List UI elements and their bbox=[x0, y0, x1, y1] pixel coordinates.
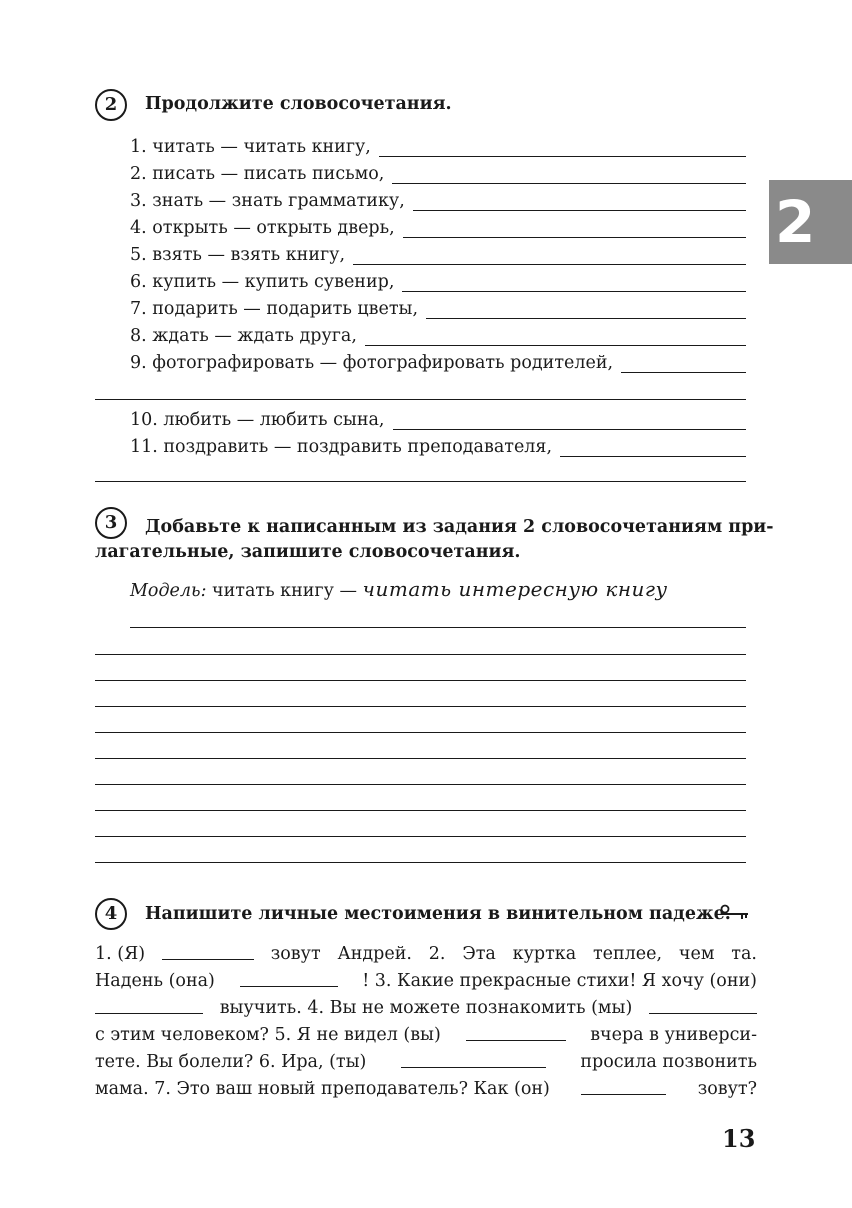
answer-blank[interactable] bbox=[466, 1022, 566, 1041]
answer-blank[interactable] bbox=[413, 192, 746, 211]
paragraph-text: теплее, bbox=[592, 944, 663, 964]
paragraph-text: мама. 7. Это ваш новый преподаватель? Как (он) bbox=[95, 1079, 550, 1099]
answer-blank[interactable] bbox=[581, 1076, 666, 1095]
paragraph-text: вчера в универси- bbox=[590, 1025, 757, 1045]
paragraph-line bbox=[95, 995, 757, 1022]
exercise-item-text: 5. взять — взять книгу, bbox=[130, 245, 346, 265]
exercise-item-text: 10. любить — любить сына, bbox=[130, 410, 385, 430]
answer-blank[interactable] bbox=[162, 941, 254, 960]
answer-blank[interactable] bbox=[240, 968, 338, 987]
model-label: Модель: bbox=[130, 581, 207, 601]
answer-blank[interactable] bbox=[426, 300, 746, 319]
paragraph-line bbox=[95, 1022, 757, 1049]
exercise-item-text: 4. открыть — открыть дверь, bbox=[130, 218, 395, 238]
paragraph-text: зовут? bbox=[697, 1079, 757, 1099]
page-number: 13 bbox=[722, 1124, 756, 1153]
paragraph-line bbox=[95, 968, 757, 995]
paragraph-text: чем bbox=[678, 944, 715, 964]
paragraph-text: та. bbox=[731, 944, 757, 964]
exercise-item bbox=[130, 320, 746, 346]
task-number-circle: 2 bbox=[95, 89, 127, 121]
exercise-item-text: 11. поздравить — поздравить преподавателя, bbox=[130, 437, 553, 457]
answer-line[interactable] bbox=[95, 732, 746, 733]
answer-blank[interactable] bbox=[392, 165, 746, 184]
answer-line bbox=[95, 481, 746, 482]
exercise-item-text: 8. ждать — ждать друга, bbox=[130, 326, 357, 346]
answer-blank[interactable] bbox=[365, 327, 746, 346]
paragraph-text: куртка bbox=[512, 944, 577, 964]
exercise-item bbox=[130, 212, 746, 238]
answer-line[interactable] bbox=[95, 680, 746, 681]
exercise-item bbox=[130, 347, 746, 373]
answer-blank[interactable] bbox=[560, 438, 746, 457]
paragraph-line bbox=[95, 1049, 757, 1076]
exercise-item bbox=[130, 266, 746, 292]
task-title-line1: Добавьте к написанным из задания 2 словосочетаниям при- bbox=[145, 517, 774, 537]
task-title: Продолжите словосочетания. bbox=[145, 94, 452, 114]
answer-line bbox=[95, 399, 746, 400]
exercise-item-text: 7. подарить — подарить цветы, bbox=[130, 299, 419, 319]
task4-text bbox=[95, 941, 757, 1103]
paragraph-text: зовут bbox=[270, 944, 321, 964]
answer-line bbox=[130, 627, 746, 628]
model-text: читать книгу — bbox=[212, 581, 357, 601]
answer-blank[interactable] bbox=[403, 219, 746, 238]
exercise-item-text: 6. купить — купить сувенир, bbox=[130, 272, 395, 292]
answer-blank[interactable] bbox=[649, 995, 757, 1014]
task-number-circle: 3 bbox=[95, 507, 127, 539]
model-handwritten-answer: читать интересную книгу bbox=[362, 577, 668, 601]
answer-blank[interactable] bbox=[621, 354, 746, 373]
exercise-item-text: 9. фотографировать — фотографировать родителей, bbox=[130, 353, 614, 373]
task-title: Напишите личные местоимения в винительном падеже. bbox=[145, 904, 731, 924]
paragraph-text: с этим человеком? 5. Я не видел (вы) bbox=[95, 1025, 441, 1045]
exercise-item-text: 2. писать — писать письмо, bbox=[130, 164, 385, 184]
answer-line[interactable] bbox=[95, 758, 746, 759]
task-title-line2: лагательные, запишите словосочетания. bbox=[95, 542, 521, 562]
paragraph-text: Эта bbox=[462, 944, 496, 964]
answer-line[interactable] bbox=[95, 810, 746, 811]
paragraph-text: ! 3. Какие прекрасные стихи! Я хочу (они) bbox=[362, 971, 757, 991]
exercise-item bbox=[130, 404, 746, 430]
paragraph-text: Андрей. bbox=[337, 944, 412, 964]
exercise-item-text: 1. читать — читать книгу, bbox=[130, 137, 371, 157]
paragraph-text: выучить. 4. Вы не можете познакомить (мы) bbox=[219, 998, 633, 1018]
paragraph-line bbox=[95, 941, 757, 968]
model-example bbox=[130, 577, 668, 601]
paragraph-text: тете. Вы болели? 6. Ира, (ты) bbox=[95, 1052, 367, 1072]
answer-line[interactable] bbox=[95, 654, 746, 655]
paragraph-line bbox=[95, 1076, 757, 1103]
answer-blank[interactable] bbox=[95, 995, 203, 1014]
paragraph-text: просила позвонить bbox=[580, 1052, 757, 1072]
answer-blank[interactable] bbox=[393, 411, 747, 430]
exercise-item bbox=[130, 239, 746, 265]
answer-line[interactable] bbox=[95, 836, 746, 837]
answer-line[interactable] bbox=[95, 784, 746, 785]
exercise-item bbox=[130, 185, 746, 211]
exercise-item-text: 3. знать — знать грамматику, bbox=[130, 191, 405, 211]
paragraph-text: 2. bbox=[428, 944, 446, 964]
exercise-item bbox=[130, 158, 746, 184]
exercise-item bbox=[130, 293, 746, 319]
answer-blank[interactable] bbox=[402, 273, 746, 292]
chapter-tab: 2 bbox=[769, 180, 852, 264]
paragraph-text: Надень (она) bbox=[95, 971, 215, 991]
exercise-item bbox=[130, 131, 746, 157]
answer-blank[interactable] bbox=[353, 246, 746, 265]
answer-blank[interactable] bbox=[379, 138, 746, 157]
task-number-circle: 4 bbox=[95, 898, 127, 930]
answer-line[interactable] bbox=[95, 706, 746, 707]
key-icon bbox=[720, 904, 750, 920]
answer-line[interactable] bbox=[95, 862, 746, 863]
answer-blank[interactable] bbox=[401, 1049, 546, 1068]
exercise-item bbox=[130, 431, 746, 457]
paragraph-text: 1. (Я) bbox=[95, 944, 146, 964]
